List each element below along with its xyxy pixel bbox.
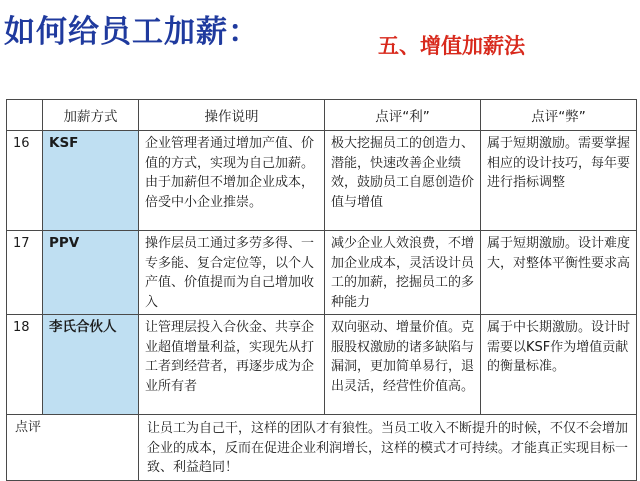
- table-row: [7, 315, 637, 415]
- row-number: 17: [7, 231, 43, 315]
- column-header-cons: 点评“弊”: [481, 100, 637, 131]
- column-header-operation: 操作说明: [139, 100, 325, 131]
- method-name: PPV: [43, 231, 139, 315]
- column-header-pros: 点评“利”: [325, 100, 481, 131]
- method-name: KSF: [43, 131, 139, 231]
- row-number: 16: [7, 131, 43, 231]
- operation-cell: 让管理层投入合伙金、共享企业超值增量利益，实现先从打工者到经营者，再逐步成为企业所有者: [139, 315, 325, 415]
- table-row: [7, 231, 637, 315]
- pros-cell: 减少企业人效浪费，不增加企业成本，灵活设计员工的加薪，挖掘员工的多种能力: [325, 231, 481, 315]
- cons-cell: 属于中长期激励。设计时需要以KSF作为增值贡献的衡量标准。: [481, 315, 637, 415]
- column-header-number: [7, 100, 43, 131]
- comment-text: 让员工为自己干，这样的团队才有狼性。当员工收入不断提升的时候，不仅不会增加企业的成本，反而在促进企业利润增长，这样的模式才可持续。才能真正实现目标一致、利益趋同！: [139, 415, 637, 481]
- table-row: [7, 131, 637, 231]
- table-header-row: [7, 100, 637, 131]
- operation-cell: 操作层员工通过多劳多得、一专多能、复合定位等，以个人产值、价值提而为自己增加收入: [139, 231, 325, 315]
- row-number: 18: [7, 315, 43, 415]
- cons-cell: 属于短期激励。设计难度大，对整体平衡性要求高: [481, 231, 637, 315]
- cons-cell: 属于短期激励。需要掌握相应的设计技巧，每年要进行指标调整: [481, 131, 637, 231]
- column-header-method: 加薪方式: [43, 100, 139, 131]
- pros-cell: 双向驱动、增量价值。克服股权激励的诸多缺陷与漏洞，更加简单易行，退出灵活，经营性价值高。: [325, 315, 481, 415]
- comment-row: [7, 415, 637, 481]
- comment-label: 点评: [7, 415, 139, 481]
- section-subtitle: 五、增值加薪法: [378, 34, 525, 58]
- method-name: 李氏合伙人: [43, 315, 139, 415]
- salary-method-table: [6, 99, 637, 481]
- operation-cell: 企业管理者通过增加产值、价值的方式，实现为自己加薪。由于加薪但不增加企业成本，倍受中小企业推崇。: [139, 131, 325, 231]
- page-title: 如何给员工加薪：: [4, 14, 260, 50]
- pros-cell: 极大挖掘员工的创造力、潜能，快速改善企业绩效，鼓励员工自愿创造价值与增值: [325, 131, 481, 231]
